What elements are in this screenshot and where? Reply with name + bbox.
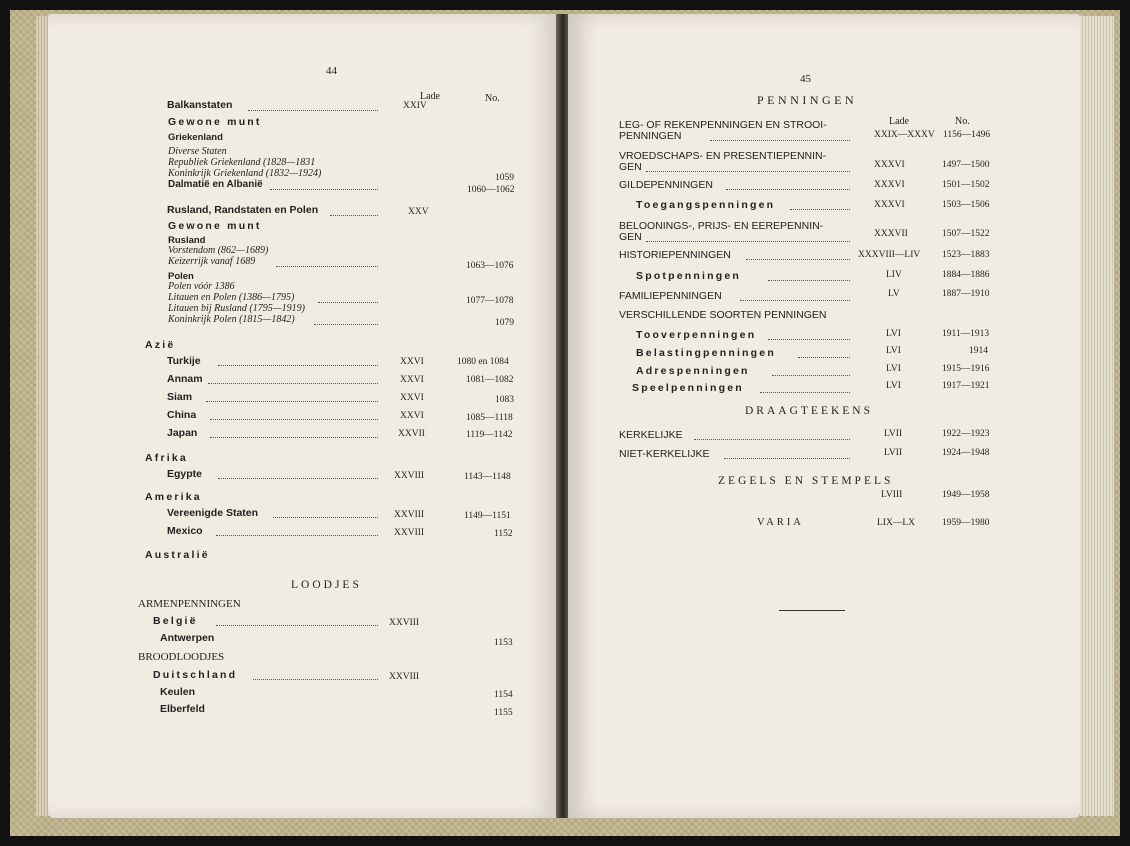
entry-text: Speelpenningen	[632, 382, 744, 394]
entry-text: Polen	[168, 271, 194, 282]
entry-no: 1059	[495, 173, 514, 183]
entry-text: Rusland	[168, 235, 206, 246]
entry-lade: XXVIII	[394, 471, 425, 481]
leader-dots	[798, 357, 850, 358]
entry-lade: XXV	[408, 207, 429, 217]
leader-dots	[208, 383, 378, 384]
leader-dots	[790, 209, 850, 210]
entry-text: HISTORIEPENNINGEN	[619, 249, 731, 261]
entry-lade: XXXVI	[874, 180, 905, 190]
entry-text: BELOONINGS-, PRIJS- EN EEREPENNIN-	[619, 220, 824, 232]
entry-lade: XXXVI	[874, 160, 905, 170]
section-heading: Azië	[145, 339, 176, 351]
section-heading: Afrika	[145, 452, 188, 464]
entry-text: Koninkrijk Griekenland (1832—1924)	[168, 168, 322, 179]
leader-dots	[694, 439, 850, 440]
entry-text: Litauen bij Rusland (1795—1919)	[168, 303, 305, 314]
entry-text: Japan	[167, 427, 198, 439]
entry-text: Gewone munt	[168, 116, 262, 128]
entry-no: 1507—1522	[942, 229, 990, 239]
entry-lade: XXXVI	[874, 200, 905, 210]
entry-text: Mexico	[167, 525, 203, 537]
closing-rule	[779, 610, 845, 611]
entry-lade: XXVI	[400, 393, 424, 403]
entry-no: 1081—1082	[466, 375, 514, 385]
entry-lade: LVI	[886, 329, 901, 339]
page-number: 45	[800, 73, 811, 85]
entry-lade: LVII	[884, 448, 903, 458]
entry-lade: XXXVII	[874, 229, 908, 239]
entry-text: Rusland, Randstaten en Polen	[167, 204, 319, 216]
entry-text: Antwerpen	[160, 632, 215, 644]
entry-text: Turkije	[167, 355, 201, 367]
leader-dots	[772, 375, 850, 376]
leader-dots	[740, 300, 850, 301]
entry-text: Elberfeld	[160, 703, 205, 715]
entry-text: Diverse Staten	[168, 146, 227, 157]
entry-lade: XXVI	[400, 411, 424, 421]
entry-no: 1060—1062	[467, 185, 515, 195]
entry-lade: LVI	[886, 346, 901, 356]
entry-lade: XXVIII	[394, 510, 425, 520]
entry-text: Annam	[167, 373, 203, 385]
section-heading: ZEGELS EN STEMPELS	[718, 475, 894, 487]
entry-text: Tooverpenningen	[636, 329, 757, 341]
entry-text: VROEDSCHAPS- EN PRESENTIEPENNIN-	[619, 150, 827, 162]
entry-text: Polen vóór 1386	[168, 281, 235, 292]
column-header-lade: Lade	[420, 91, 440, 102]
entry-no: 1917—1921	[942, 381, 990, 391]
entry-text: NIET-KERKELIJKE	[619, 448, 710, 460]
entry-lade: XXVI	[400, 375, 424, 385]
section-heading: VARIA	[757, 517, 804, 528]
entry-text: LEG- OF REKENPENNINGEN EN STROOI-	[619, 119, 827, 131]
entry-lade: LVIII	[881, 490, 903, 500]
entry-text: Balkanstaten	[167, 99, 233, 111]
entry-no: 1501—1502	[942, 180, 990, 190]
entry-no: 1153	[494, 638, 513, 648]
entry-no: 1077—1078	[466, 296, 514, 306]
entry-text: Gewone munt	[168, 220, 262, 232]
leader-dots	[330, 215, 378, 216]
leader-dots	[216, 625, 378, 626]
leader-dots	[216, 535, 378, 536]
entry-no: 1915—1916	[942, 364, 990, 374]
entry-text: Republiek Griekenland (1828—1831	[168, 157, 316, 168]
entry-no: 1152	[494, 529, 513, 539]
leader-dots	[646, 241, 850, 242]
page-edges-right	[1080, 16, 1114, 816]
entry-no: 1959—1980	[942, 518, 990, 528]
entry-lade: XXIX—XXXV	[874, 130, 935, 140]
entry-lade: LV	[888, 289, 900, 299]
entry-lade: XXVI	[400, 357, 424, 367]
entry-no: 1079	[495, 318, 514, 328]
section-heading: Australië	[145, 549, 210, 561]
column-header-lade: Lade	[889, 116, 909, 127]
column-header-no: No.	[955, 116, 970, 127]
entry-text: GEN	[619, 231, 642, 243]
entry-text: VERSCHILLENDE SOORTEN PENNINGEN	[619, 309, 827, 321]
leader-dots	[768, 280, 850, 281]
entry-no: 1119—1142	[466, 430, 513, 440]
leader-dots	[710, 140, 850, 141]
entry-text: BROODLOODJES	[138, 651, 225, 663]
leader-dots	[760, 392, 850, 393]
leader-dots	[218, 478, 378, 479]
entry-lade: XXXVIII—LIV	[858, 250, 921, 260]
entry-lade: XXVII	[398, 429, 425, 439]
entry-text: Duitschland	[153, 669, 238, 681]
entry-text: Vorstendom (862—1689)	[168, 245, 269, 256]
leader-dots	[270, 189, 378, 190]
right-page	[568, 14, 1080, 818]
entry-text: Egypte	[167, 468, 203, 480]
leader-dots	[318, 302, 378, 303]
entry-no: 1085—1118	[466, 413, 513, 423]
leader-dots	[726, 189, 850, 190]
leader-dots	[218, 365, 378, 366]
leader-dots	[248, 110, 378, 111]
entry-no: 1080 en 1084	[457, 357, 509, 367]
leader-dots	[253, 679, 378, 680]
entry-no: 1149—1151	[464, 511, 511, 521]
entry-no: 1156—1496	[943, 130, 991, 140]
leader-dots	[768, 339, 850, 340]
entry-lade: LIV	[886, 270, 902, 280]
entry-no: 1154	[494, 690, 513, 700]
entry-text: Dalmatië en Albanië	[168, 179, 263, 190]
entry-text: Belastingpenningen	[636, 347, 776, 359]
leader-dots	[724, 458, 850, 459]
entry-text: Adrespenningen	[636, 365, 750, 377]
entry-no: 1155	[494, 708, 513, 718]
section-heading: DRAAGTEEKENS	[745, 405, 873, 417]
entry-no: 1063—1076	[466, 261, 514, 271]
leader-dots	[210, 419, 378, 420]
entry-text: Spotpenningen	[636, 270, 742, 282]
entry-text: Griekenland	[168, 132, 223, 143]
column-header-no: No.	[485, 93, 500, 104]
entry-lade: LVI	[886, 381, 901, 391]
entry-text: GEN	[619, 161, 642, 173]
entry-text: ARMENPENNINGEN	[138, 598, 241, 610]
entry-no: 1922—1923	[942, 429, 990, 439]
entry-text: Siam	[167, 391, 193, 403]
entry-no: 1911—1913	[942, 329, 990, 339]
entry-no: 1914	[969, 346, 988, 356]
entry-no: 1924—1948	[942, 448, 990, 458]
entry-text: GILDEPENNINGEN	[619, 179, 713, 191]
leader-dots	[206, 401, 378, 402]
leader-dots	[646, 171, 850, 172]
entry-no: 1083	[495, 395, 514, 405]
leader-dots	[210, 437, 378, 438]
section-heading: LOODJES	[291, 579, 362, 591]
entry-text: FAMILIEPENNINGEN	[619, 290, 722, 302]
entry-no: 1497—1500	[942, 160, 990, 170]
entry-no: 1523—1883	[942, 250, 990, 260]
entry-text: Toegangspenningen	[636, 199, 776, 211]
entry-text: België	[153, 615, 198, 627]
leader-dots	[276, 266, 378, 267]
section-heading: PENNINGEN	[757, 93, 858, 107]
entry-lade: XXVIII	[394, 528, 425, 538]
entry-lade: XXVIII	[389, 672, 420, 682]
entry-text: Keizerrijk vanaf 1689	[168, 256, 256, 267]
entry-no: 1143—1148	[464, 472, 511, 482]
entry-no: 1887—1910	[942, 289, 990, 299]
entry-lade: LIX—LX	[877, 518, 915, 528]
entry-no: 1949—1958	[942, 490, 990, 500]
entry-text: Keulen	[160, 686, 196, 698]
entry-lade: LVII	[884, 429, 903, 439]
left-page	[48, 14, 558, 818]
entry-text: China	[167, 409, 197, 421]
leader-dots	[746, 259, 850, 260]
entry-text: Koninkrijk Polen (1815—1842)	[168, 314, 295, 325]
page-number: 44	[326, 65, 337, 77]
entry-text: KERKELIJKE	[619, 429, 683, 441]
entry-text: Litauen en Polen (1386—1795)	[168, 292, 295, 303]
leader-dots	[314, 324, 378, 325]
section-heading: Amerika	[145, 491, 202, 503]
leader-dots	[273, 517, 378, 518]
entry-no: 1884—1886	[942, 270, 990, 280]
entry-lade: XXIV	[403, 101, 427, 111]
entry-text: Vereenigde Staten	[167, 507, 259, 519]
entry-lade: XXVIII	[389, 618, 420, 628]
entry-no: 1503—1506	[942, 200, 990, 210]
entry-text: PENNINGEN	[619, 130, 682, 142]
entry-lade: LVI	[886, 364, 901, 374]
